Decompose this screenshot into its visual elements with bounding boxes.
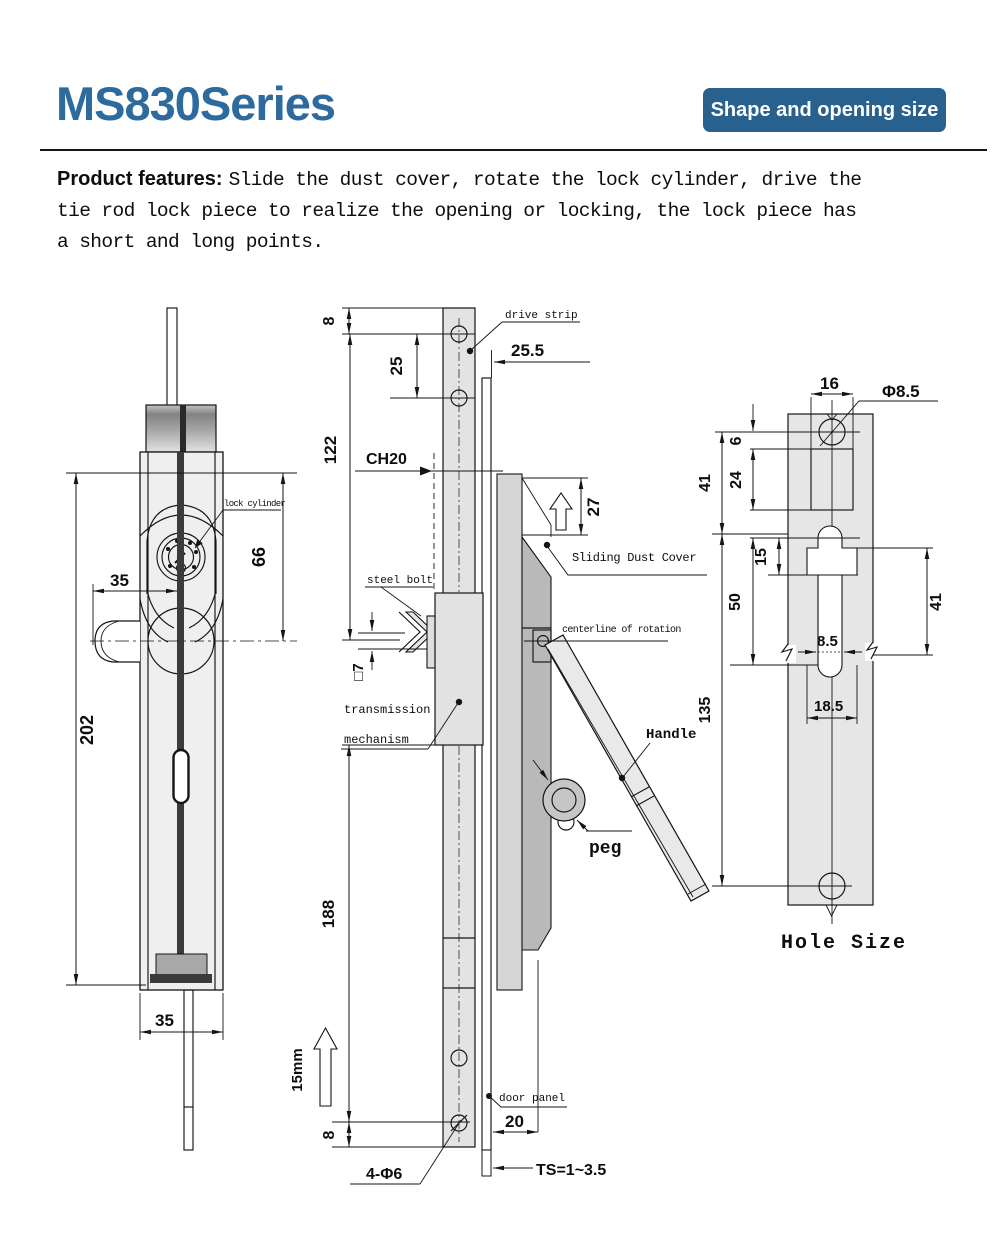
cap-slot	[180, 405, 186, 452]
dim-8-bottom: 8	[321, 1130, 338, 1140]
dim-35-top: 35	[110, 571, 129, 590]
door-panel	[482, 378, 491, 1150]
tie-rod-top	[167, 308, 177, 406]
dim-15: 15	[753, 548, 770, 566]
features-line: a short and long points.	[57, 231, 324, 253]
features-line: tie rod lock piece to realize the opening or locking, the lock piece has	[57, 200, 857, 222]
dust-cover-label: Sliding Dust Cover	[572, 551, 697, 565]
dim-6: 6	[728, 436, 745, 446]
dim-bolt-square: □7	[350, 663, 367, 681]
dim-24: 24	[728, 471, 745, 489]
door-panel-label: door panel	[499, 1093, 566, 1105]
section-badge: Shape and opening size	[703, 88, 946, 132]
drive-strip-label: drive strip	[505, 310, 578, 322]
dim-35-bottom: 35	[155, 1011, 174, 1030]
dim-8-top: 8	[321, 316, 338, 326]
dim-18-5: 18.5	[814, 698, 844, 715]
dim-20: 20	[505, 1112, 524, 1131]
centerline-label: centerline of rotation	[562, 625, 681, 636]
dim-50: 50	[727, 593, 744, 611]
dim-25-5: 25.5	[511, 341, 545, 360]
handle-tip-profile	[95, 621, 140, 662]
dim-8-5: 8.5	[817, 633, 838, 650]
sliding-dust-cover	[522, 537, 551, 950]
handle-label: Handle	[646, 727, 697, 743]
tie-rod-bottom	[184, 990, 193, 1150]
stroke-15mm-label: 15mm	[289, 1048, 306, 1092]
peg	[543, 779, 585, 821]
peg-label: peg	[589, 839, 622, 859]
dim-66: 66	[249, 546, 269, 568]
features-label: Product features:	[57, 168, 223, 190]
handle	[545, 635, 709, 901]
front-view	[66, 308, 297, 1150]
panel-thickness-label: TS=1~3.5	[536, 1162, 607, 1179]
dim-27: 27	[584, 497, 603, 517]
dim-122: 122	[321, 435, 340, 465]
features-line: Product features: Slide the dust cover, rotate the lock cylinder, drive the	[57, 168, 862, 191]
stroke-arrow	[314, 1028, 337, 1106]
dim-202: 202	[77, 714, 97, 746]
dim-41-left: 41	[697, 474, 714, 492]
ch20-label: CH20	[366, 451, 407, 468]
steel-bolt-label: steel bolt	[367, 575, 434, 587]
side-view	[289, 308, 709, 1184]
page-title: MS830Series	[56, 77, 336, 130]
lock-housing	[497, 474, 522, 990]
mounting-holes-label: 4-Φ6	[366, 1166, 403, 1183]
dim-25: 25	[387, 356, 406, 376]
hole-size-title: Hole Size	[781, 932, 908, 955]
lock-cylinder-label: lock cylinder	[224, 499, 286, 509]
slot-opening	[174, 750, 189, 803]
transmission-label-1: transmission	[344, 703, 431, 717]
dim-dia-8-5: Φ8.5	[882, 382, 920, 401]
transmission-mechanism	[435, 593, 483, 745]
tie-rod	[177, 452, 184, 975]
dim-135: 135	[697, 696, 714, 724]
dim-41-right: 41	[928, 593, 945, 611]
dim-16: 16	[820, 374, 839, 393]
transmission-label-2: mechanism	[344, 733, 409, 747]
hole-size-view	[697, 374, 945, 955]
dim-188: 188	[319, 899, 338, 929]
slide-direction-arrow	[550, 493, 572, 530]
